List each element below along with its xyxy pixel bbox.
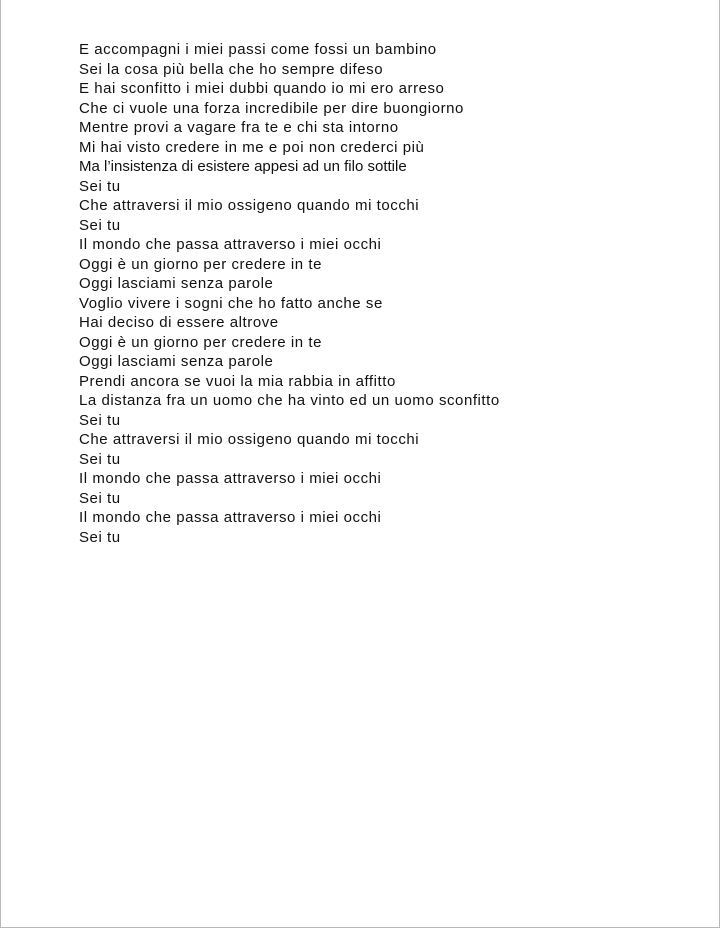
lyric-line: Il mondo che passa attraverso i miei occhi: [79, 236, 382, 253]
lyric-line: E hai sconfitto i miei dubbi quando io mi ero arreso: [79, 80, 445, 97]
lyric-line: Sei tu: [79, 177, 121, 195]
lyric-line: Oggi lasciami senza parole: [79, 275, 274, 292]
lyric-line: Oggi è un giorno per credere in te: [79, 333, 323, 351]
lyric-line: Il mondo che passa attraverso i miei occhi: [79, 470, 382, 487]
lyric-line: Il mondo che passa attraverso i miei occhi: [79, 509, 382, 526]
lyric-line: Ma l’insistenza di esistere appesi ad un filo sottile: [79, 158, 407, 175]
lyric-line: Mentre provi a vagare fra te e chi sta intorno: [79, 119, 399, 136]
lyrics-text: [79, 40, 500, 547]
lyric-line: Sei tu: [79, 489, 121, 507]
lyric-line: Sei tu: [79, 216, 121, 234]
lyric-line: Voglio vivere i sogni che ho fatto anche se: [79, 294, 383, 312]
lyric-line: La distanza fra un uomo che ha vinto ed un uomo sconfitto: [79, 392, 500, 409]
lyric-line: Oggi lasciami senza parole: [79, 353, 274, 370]
lyric-line: Sei tu: [79, 450, 121, 468]
lyric-line: Hai deciso di essere altrove: [79, 314, 279, 331]
lyric-line: Che ci vuole una forza incredibile per dire buongiorno: [79, 99, 464, 117]
lyric-line: Mi hai visto credere in me e poi non crederci più: [79, 138, 425, 156]
lyric-line: Sei tu: [79, 528, 121, 546]
lyric-line: Sei la cosa più bella che ho sempre difeso: [79, 60, 384, 78]
lyric-line: Che attraversi il mio ossigeno quando mi tocchi: [79, 431, 420, 448]
lyric-line: Sei tu: [79, 411, 121, 429]
lyric-line: Prendi ancora se vuoi la mia rabbia in affitto: [79, 372, 396, 390]
lyric-line: Che attraversi il mio ossigeno quando mi tocchi: [79, 197, 420, 214]
lyric-line: Oggi è un giorno per credere in te: [79, 255, 323, 273]
lyric-line: E accompagni i miei passi come fossi un bambino: [79, 41, 437, 58]
